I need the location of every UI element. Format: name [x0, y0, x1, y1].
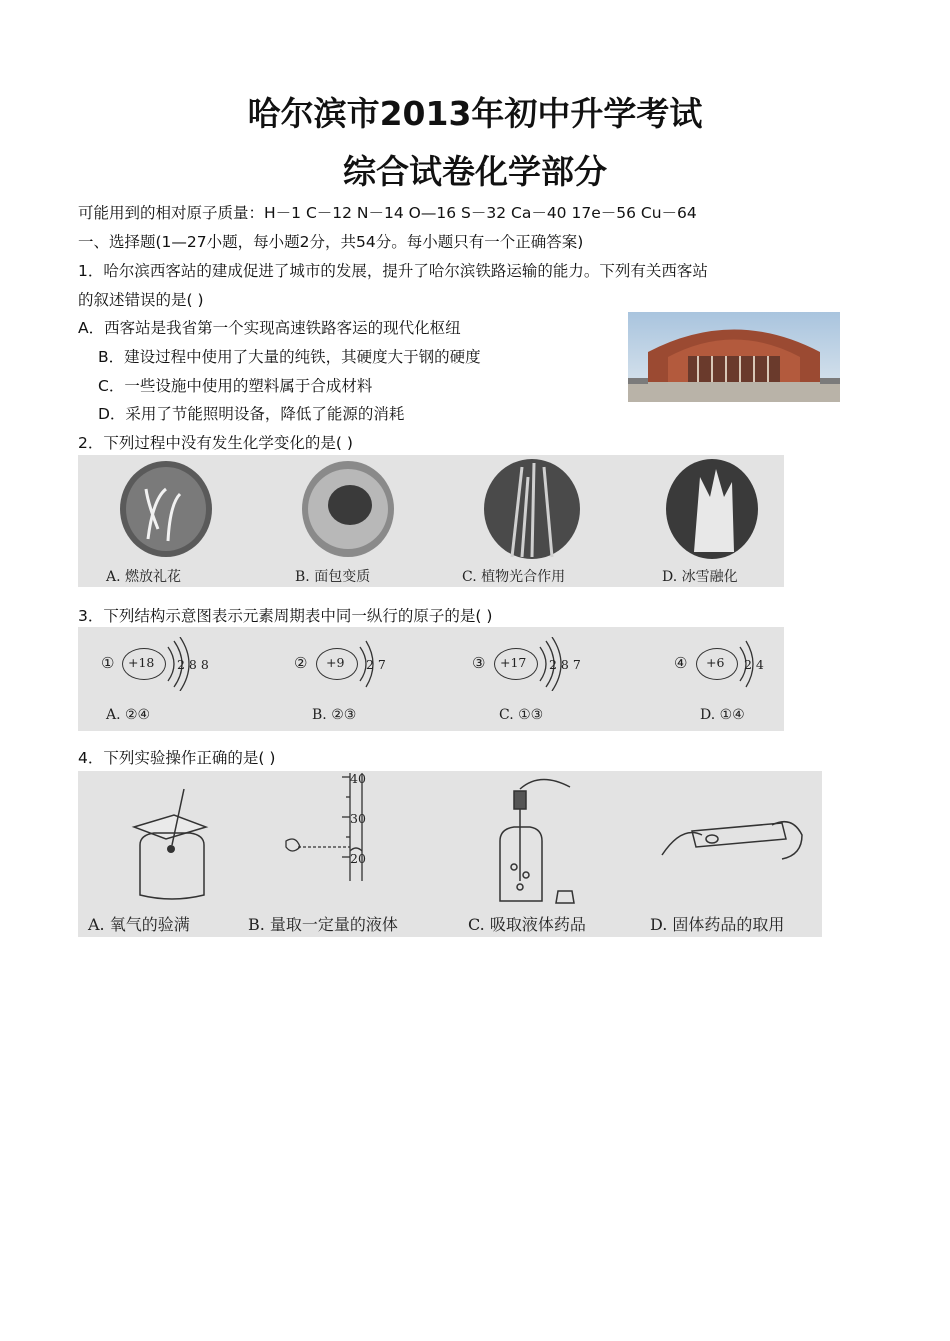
atom2-charge: +9	[326, 655, 345, 670]
q3-choice-a: A. ②④	[106, 707, 151, 723]
q1-stem-line1: 1．哈尔滨西客站的建成促进了城市的发展，提升了哈尔滨铁路运输的能力。下列有关西客站	[78, 262, 708, 280]
q1-option-a: A．西客站是我省第一个实现高速铁路客运的现代化枢纽	[78, 319, 461, 337]
q3-stem: 3．下列结构示意图表示元素周期表中同一纵行的原子的是( )	[78, 607, 493, 625]
atom2-label: ②	[294, 654, 308, 672]
station-photo	[628, 312, 840, 402]
q1-option-d: D．采用了节能照明设备，降低了能源的消耗	[98, 405, 405, 423]
scale-label-30: 30	[350, 811, 366, 826]
page-subtitle: 综合试卷化学部分	[343, 152, 607, 191]
atom4-label: ④	[674, 654, 688, 672]
atomic-masses: 可能用到的相对原子质量：H－1 C－12 N－14 O—16 S－32 Ca－40 17e－56 Cu－64	[78, 204, 697, 222]
atom4-charge: +6	[706, 655, 725, 670]
forest-image	[482, 457, 582, 561]
solid-reagent-image	[652, 795, 812, 875]
graduated-cylinder-image	[278, 771, 388, 881]
q4-figure-panel	[78, 771, 822, 937]
fireworks-image	[118, 459, 214, 559]
oxygen-jar-image	[114, 785, 224, 905]
q2-caption-b: B. 面包变质	[295, 569, 371, 585]
q4-caption-d: D. 固体药品的取用	[650, 915, 785, 934]
atom3-electrons: 2 8 7	[549, 657, 581, 672]
q4-caption-b: B. 量取一定量的液体	[248, 915, 398, 934]
q1-stem-line2: 的叙述错误的是( )	[78, 291, 204, 309]
q3-choice-d: D. ①④	[700, 707, 745, 723]
q3-choice-c: C. ①③	[499, 707, 544, 723]
q2-stem: 2．下列过程中没有发生化学变化的是( )	[78, 434, 353, 452]
melting-ice-image	[664, 457, 760, 561]
dropper-bottle-image	[480, 771, 600, 911]
scale-label-40: 40	[350, 771, 366, 786]
q2-caption-d: D. 冰雪融化	[662, 569, 738, 585]
q3-choice-b: B. ②③	[312, 707, 357, 723]
page-title: 哈尔滨市2013年初中升学考试	[247, 94, 703, 133]
atom1-label: ①	[101, 654, 115, 672]
q2-figure-panel	[78, 455, 784, 587]
atom1-charge: +18	[128, 655, 155, 670]
atom1-electrons: 2 8 8	[177, 657, 209, 672]
q4-caption-a: A. 氧气的验满	[88, 915, 190, 934]
atom2-electrons: 2 7	[366, 657, 386, 672]
moldy-bread-image	[300, 459, 396, 559]
atom3-charge: +17	[500, 655, 527, 670]
q1-option-b: B．建设过程中使用了大量的纯铁，其硬度大于钢的硬度	[98, 348, 481, 366]
q2-caption-c: C. 植物光合作用	[462, 569, 566, 585]
q2-caption-a: A. 燃放礼花	[106, 569, 182, 585]
q4-caption-c: C. 吸取液体药品	[468, 915, 586, 934]
q3-figure-panel	[78, 627, 784, 731]
atom3-label: ③	[472, 654, 486, 672]
atom4-electrons: 2 4	[744, 657, 764, 672]
section-heading: 一、选择题(1—27小题，每小题2分，共54分。每小题只有一个正确答案)	[78, 233, 584, 251]
q1-option-c: C．一些设施中使用的塑料属于合成材料	[98, 377, 373, 395]
q4-stem: 4．下列实验操作正确的是( )	[78, 749, 276, 767]
scale-label-20: 20	[350, 851, 366, 866]
